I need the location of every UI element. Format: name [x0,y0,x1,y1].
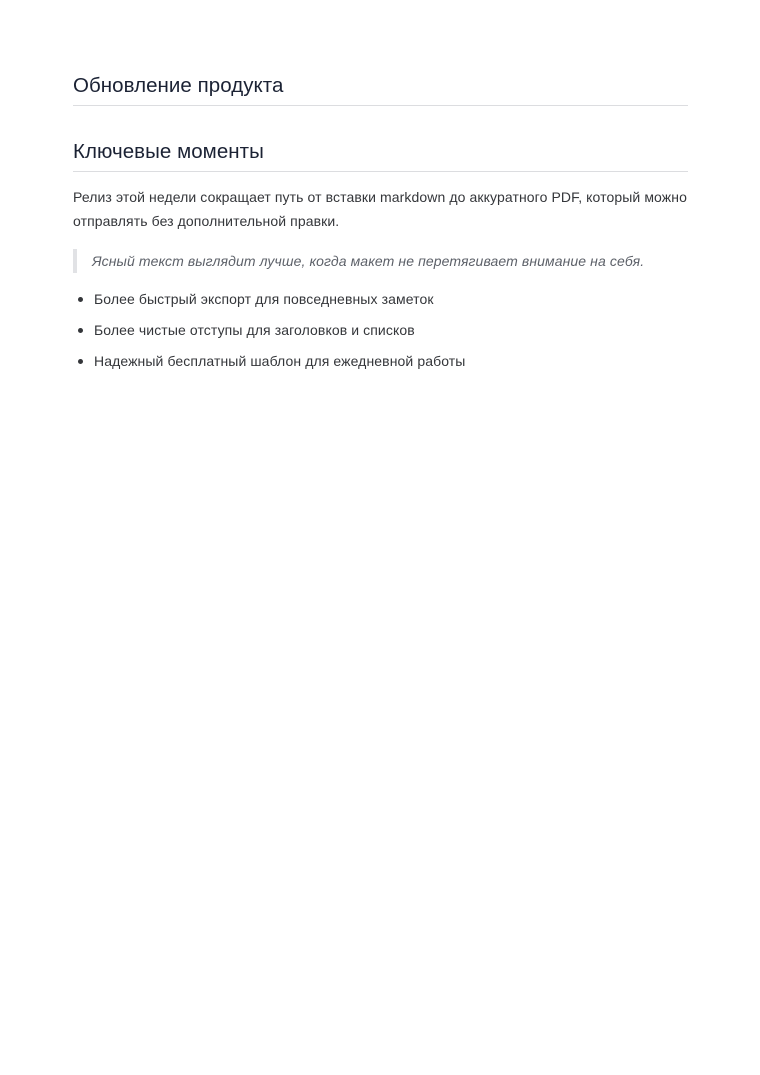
bullet-icon [78,297,83,302]
blockquote [73,249,688,273]
bullet-list [73,287,688,373]
bullet-icon [78,328,83,333]
list-item-text: Надежный бесплатный шаблон для ежедневной работы [94,353,466,369]
bullet-icon [78,359,83,364]
list-item [73,349,688,373]
document-content [73,72,688,373]
document-title: Обновление продукта [73,72,688,106]
section-heading: Ключевые моменты [73,138,688,172]
list-item [73,287,688,311]
list-item-text: Более быстрый экспорт для повседневных заметок [94,291,434,307]
intro-paragraph: Релиз этой недели сокращает путь от вставки markdown до аккуратного PDF, который можно отправлять без дополнительной правки. [73,189,687,229]
blockquote-text: Ясный текст выглядит лучше, когда макет не перетягивает внимание на себя. [92,253,645,269]
list-item [73,318,688,342]
list-item-text: Более чистые отступы для заголовков и списков [94,322,415,338]
